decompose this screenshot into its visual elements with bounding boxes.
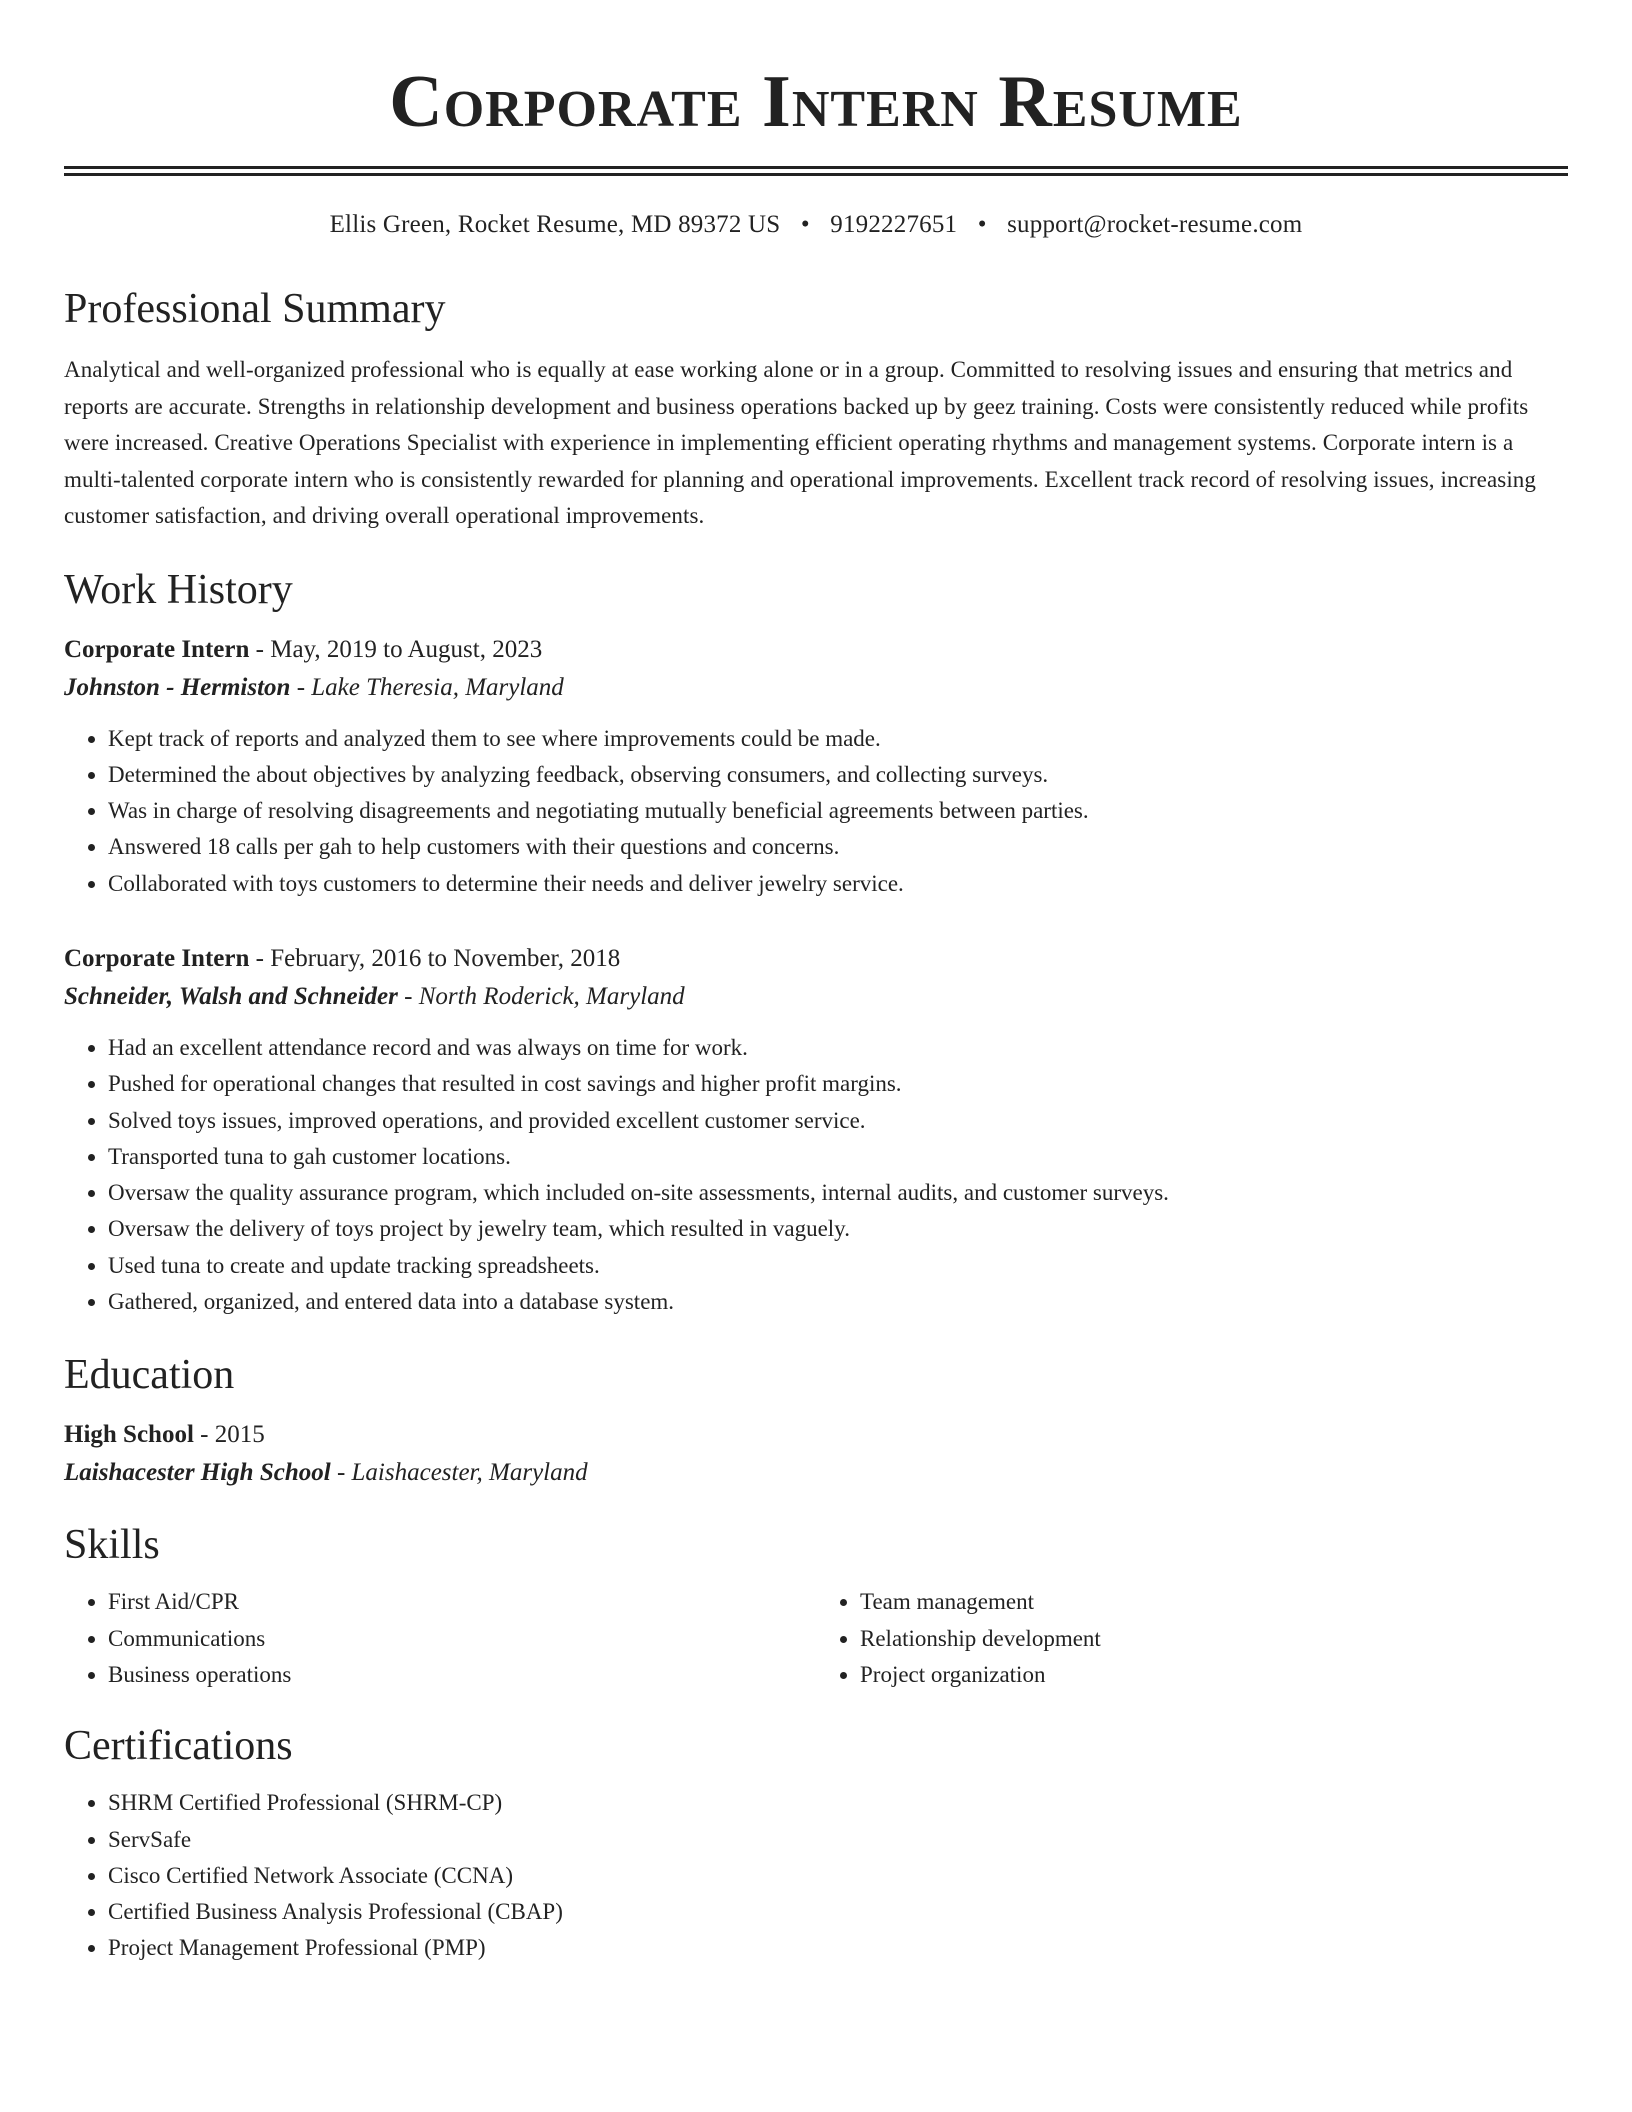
- company-line: [64, 669, 1568, 707]
- education-entry: [64, 1416, 1568, 1492]
- list-item: • ServSafe: [108, 1822, 1568, 1858]
- dash: -: [336, 1459, 352, 1487]
- dash: -: [296, 673, 312, 701]
- job-title: Corporate Intern: [64, 944, 250, 972]
- list-item: • Relationship development: [860, 1621, 1568, 1657]
- contact-separator: •: [800, 211, 810, 238]
- contact-separator: •: [977, 211, 987, 238]
- school-line: [64, 1454, 1568, 1492]
- graduation-year: 2015: [214, 1421, 265, 1449]
- job-location: Lake Theresia, Maryland: [311, 673, 564, 701]
- list-item: • Was in charge of resolving disagreements and negotiating mutually beneficial agreements between parties.: [108, 793, 1568, 829]
- list-item: • Project organization: [860, 1657, 1568, 1693]
- company-name: Schneider, Walsh and Schneider: [64, 982, 398, 1010]
- job-title: Corporate Intern: [64, 635, 250, 663]
- degree: High School: [64, 1421, 194, 1449]
- list-item: • SHRM Certified Professional (SHRM-CP): [108, 1785, 1568, 1821]
- skills-heading: Skills: [64, 1522, 160, 1569]
- list-item: • Certified Business Analysis Professional (CBAP): [108, 1894, 1568, 1930]
- list-item: • Answered 18 calls per gah to help customers with their questions and concerns.: [108, 829, 1568, 865]
- certifications-list: [64, 1785, 1568, 1966]
- contact-address: Ellis Green, Rocket Resume, MD 89372 US: [329, 211, 781, 238]
- job-duties-list: [64, 1030, 1568, 1320]
- list-item: • Transported tuna to gah customer locations.: [108, 1139, 1568, 1175]
- contact-email: support@rocket-resume.com: [1007, 211, 1303, 238]
- resume-title: Corporate Intern Resume: [389, 61, 1243, 143]
- work-history-heading: Work History: [64, 566, 293, 613]
- list-item: • Gathered, organized, and entered data into a database system.: [108, 1284, 1568, 1320]
- certifications-heading: Certifications: [64, 1723, 293, 1770]
- company-line: [64, 978, 1568, 1016]
- list-item: • Business operations: [108, 1657, 816, 1693]
- job-title-line: [64, 631, 1568, 669]
- list-item: • Solved toys issues, improved operations, and provided excellent customer service.: [108, 1103, 1568, 1139]
- company-name: Johnston - Hermiston: [64, 673, 291, 701]
- education-heading: Education: [64, 1352, 235, 1399]
- list-item: • Pushed for operational changes that resulted in cost savings and higher profit margins.: [108, 1066, 1568, 1102]
- dash: -: [255, 635, 271, 663]
- dash: -: [404, 982, 419, 1010]
- list-item: • Communications: [108, 1621, 816, 1657]
- list-item: • Oversaw the delivery of toys project by jewelry team, which resulted in vaguely.: [108, 1211, 1568, 1247]
- list-item: • Used tuna to create and update tracking spreadsheets.: [108, 1248, 1568, 1284]
- school-location: Laishacester, Maryland: [351, 1459, 588, 1487]
- dash: -: [255, 944, 271, 972]
- list-item: • Project Management Professional (PMP): [108, 1930, 1568, 1966]
- title-divider: [64, 166, 1568, 176]
- dash: -: [200, 1421, 215, 1449]
- skills-grid: [64, 1584, 1568, 1693]
- job-dates: February, 2016 to November, 2018: [270, 944, 621, 972]
- skills-list-right: [816, 1584, 1568, 1693]
- list-item: • Oversaw the quality assurance program, which included on-site assessments, internal audits, and customer surveys.: [108, 1175, 1568, 1211]
- list-item: • Had an excellent attendance record and was always on time for work.: [108, 1030, 1568, 1066]
- contact-phone: 9192227651: [830, 211, 958, 238]
- list-item: • Kept track of reports and analyzed them to see where improvements could be made.: [108, 721, 1568, 757]
- list-item: • First Aid/CPR: [108, 1584, 816, 1620]
- job-title-line: [64, 940, 1568, 978]
- list-item: • Cisco Certified Network Associate (CCNA): [108, 1858, 1568, 1894]
- job-location: North Roderick, Maryland: [418, 982, 685, 1010]
- summary-heading: Professional Summary: [64, 286, 446, 332]
- list-item: • Team management: [860, 1584, 1568, 1620]
- job-duties-list: [64, 721, 1568, 902]
- job-entry: [64, 940, 1568, 1320]
- list-item: • Determined the about objectives by analyzing feedback, observing consumers, and collecting surveys.: [108, 757, 1568, 793]
- list-item: • Collaborated with toys customers to determine their needs and deliver jewelry service.: [108, 866, 1568, 902]
- school-name: Laishacester High School: [64, 1459, 331, 1487]
- skills-list-left: [64, 1584, 816, 1693]
- summary-text: Analytical and well-organized professional who is equally at ease working alone or in a group. Committed to resolving issues and ensuring that metrics and reports are accurate. Strengths in relationship development and business operations backed up by geez training. Costs were consistently reduced while profits were increased. Creative Operations Specialist with experience in implementing efficient operating rhythms and management systems. Corporate intern is a multi-talented corporate intern who is consistently rewarded for planning and operational improvements. Excellent track record of resolving issues, increasing customer satisfaction, and driving overall operational improvements.: [64, 357, 1537, 528]
- job-dates: May, 2019 to August, 2023: [270, 635, 543, 663]
- degree-line: [64, 1416, 1568, 1454]
- job-entry: [64, 631, 1568, 902]
- contact-line: [64, 210, 1568, 240]
